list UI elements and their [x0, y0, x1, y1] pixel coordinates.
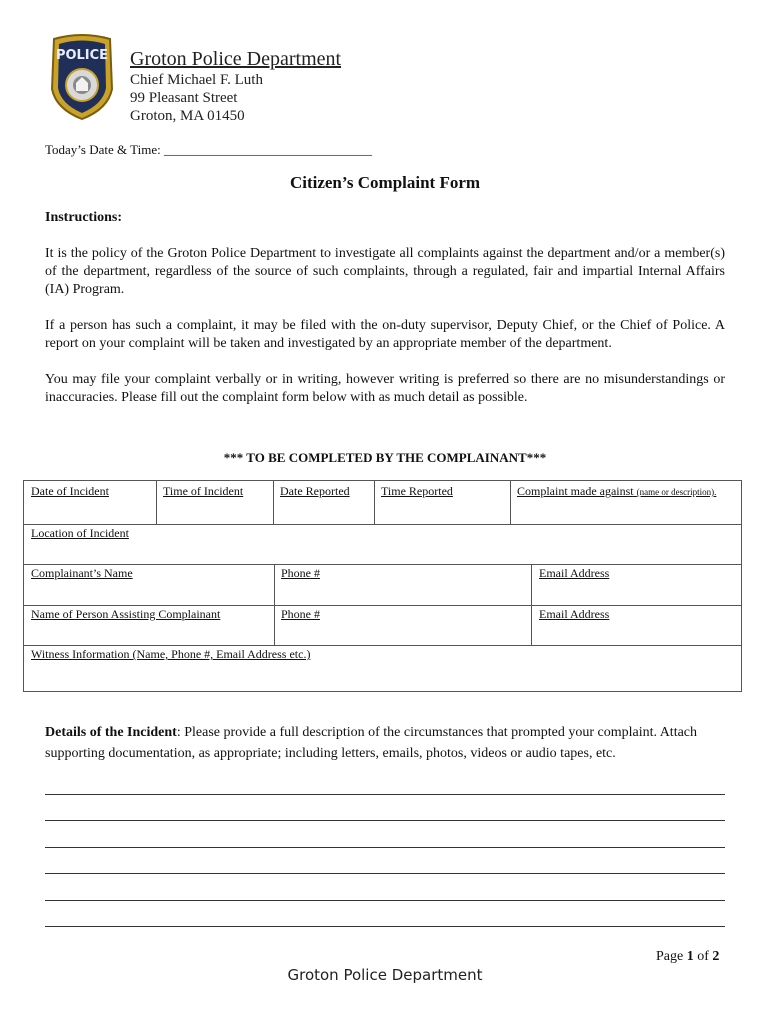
date-reported-field[interactable]: Date Reported [280, 484, 350, 498]
assisting-person-name-field[interactable]: Name of Person Assisting Complainant [31, 607, 221, 621]
details-write-line[interactable] [45, 847, 725, 848]
details-write-line[interactable] [45, 794, 725, 795]
complaint-against-field[interactable] [517, 484, 716, 499]
police-badge-logo [48, 33, 116, 121]
complaint-against-label: Complaint made against [517, 484, 634, 498]
instructions-paragraph-3: You may file your complaint verbally or in writing, however writing is preferred so there are no misunderstandings or inaccuracies. Please fill out the complaint form below with as much detail as possible. [45, 372, 725, 405]
form-title: Citizen’s Complaint Form [289, 173, 481, 192]
time-reported-field[interactable]: Time Reported [381, 484, 453, 498]
details-write-line[interactable] [45, 926, 725, 927]
assisting-person-email-field[interactable]: Email Address [539, 607, 610, 621]
details-write-line[interactable] [45, 873, 725, 874]
instructions-heading: Instructions: [45, 210, 123, 225]
complaint-against-note: (name or description). [636, 487, 717, 497]
details-label: Details of the Incident [45, 725, 177, 740]
details-text: : Please provide a full description of the circumstances that prompted your complaint. Attach supporting documentation, as appropriate; including letters, emails, photos, videos or audio tapes, etc. [45, 725, 698, 761]
details-write-line[interactable] [45, 820, 725, 821]
complainant-email-field[interactable]: Email Address [539, 566, 610, 580]
instructions-paragraph-2: If a person has such a complaint, it may be filed with the on-duty supervisor, Deputy Chief, or the Chief of Police. A report on your complaint will be taken and investigated by an appropriate member of the department. [45, 318, 725, 351]
street-address: 99 Pleasant Street [130, 90, 238, 106]
time-of-incident-field[interactable]: Time of Incident [163, 484, 244, 498]
page-footer: Groton Police Department [287, 966, 483, 984]
chief-name: Chief Michael F. Luth [130, 72, 263, 88]
details-write-line[interactable] [45, 900, 725, 901]
location-of-incident-field[interactable]: Location of Incident [31, 526, 129, 540]
department-name: Groton Police Department [130, 48, 342, 70]
complainant-section-heading: *** TO BE COMPLETED BY THE COMPLAINANT*** [223, 450, 547, 465]
complainant-phone-field[interactable]: Phone # [281, 566, 320, 580]
instructions-paragraph-1: It is the policy of the Groton Police Department to investigate all complaints against the department and/or a member(s) of the department, regardless of the source of such complaints, through a regulated, fair and impartial Internal Affairs (IA) Program. [45, 246, 725, 297]
witness-information-field[interactable]: Witness Information (Name, Phone #, Email Address etc.) [31, 647, 311, 661]
complaint-form-table [23, 480, 742, 692]
page-number: Page 1 of 2 [656, 949, 720, 964]
details-instructions [45, 722, 735, 764]
date-of-incident-field[interactable]: Date of Incident [31, 484, 109, 498]
complainant-name-field[interactable]: Complainant’s Name [31, 566, 133, 580]
date-time-field[interactable]: Today’s Date & Time: ________________________________ [45, 142, 372, 157]
svg-text:POLICE: POLICE [55, 48, 109, 63]
city-address: Groton, MA 01450 [130, 108, 245, 124]
assisting-person-phone-field[interactable]: Phone # [281, 607, 320, 621]
